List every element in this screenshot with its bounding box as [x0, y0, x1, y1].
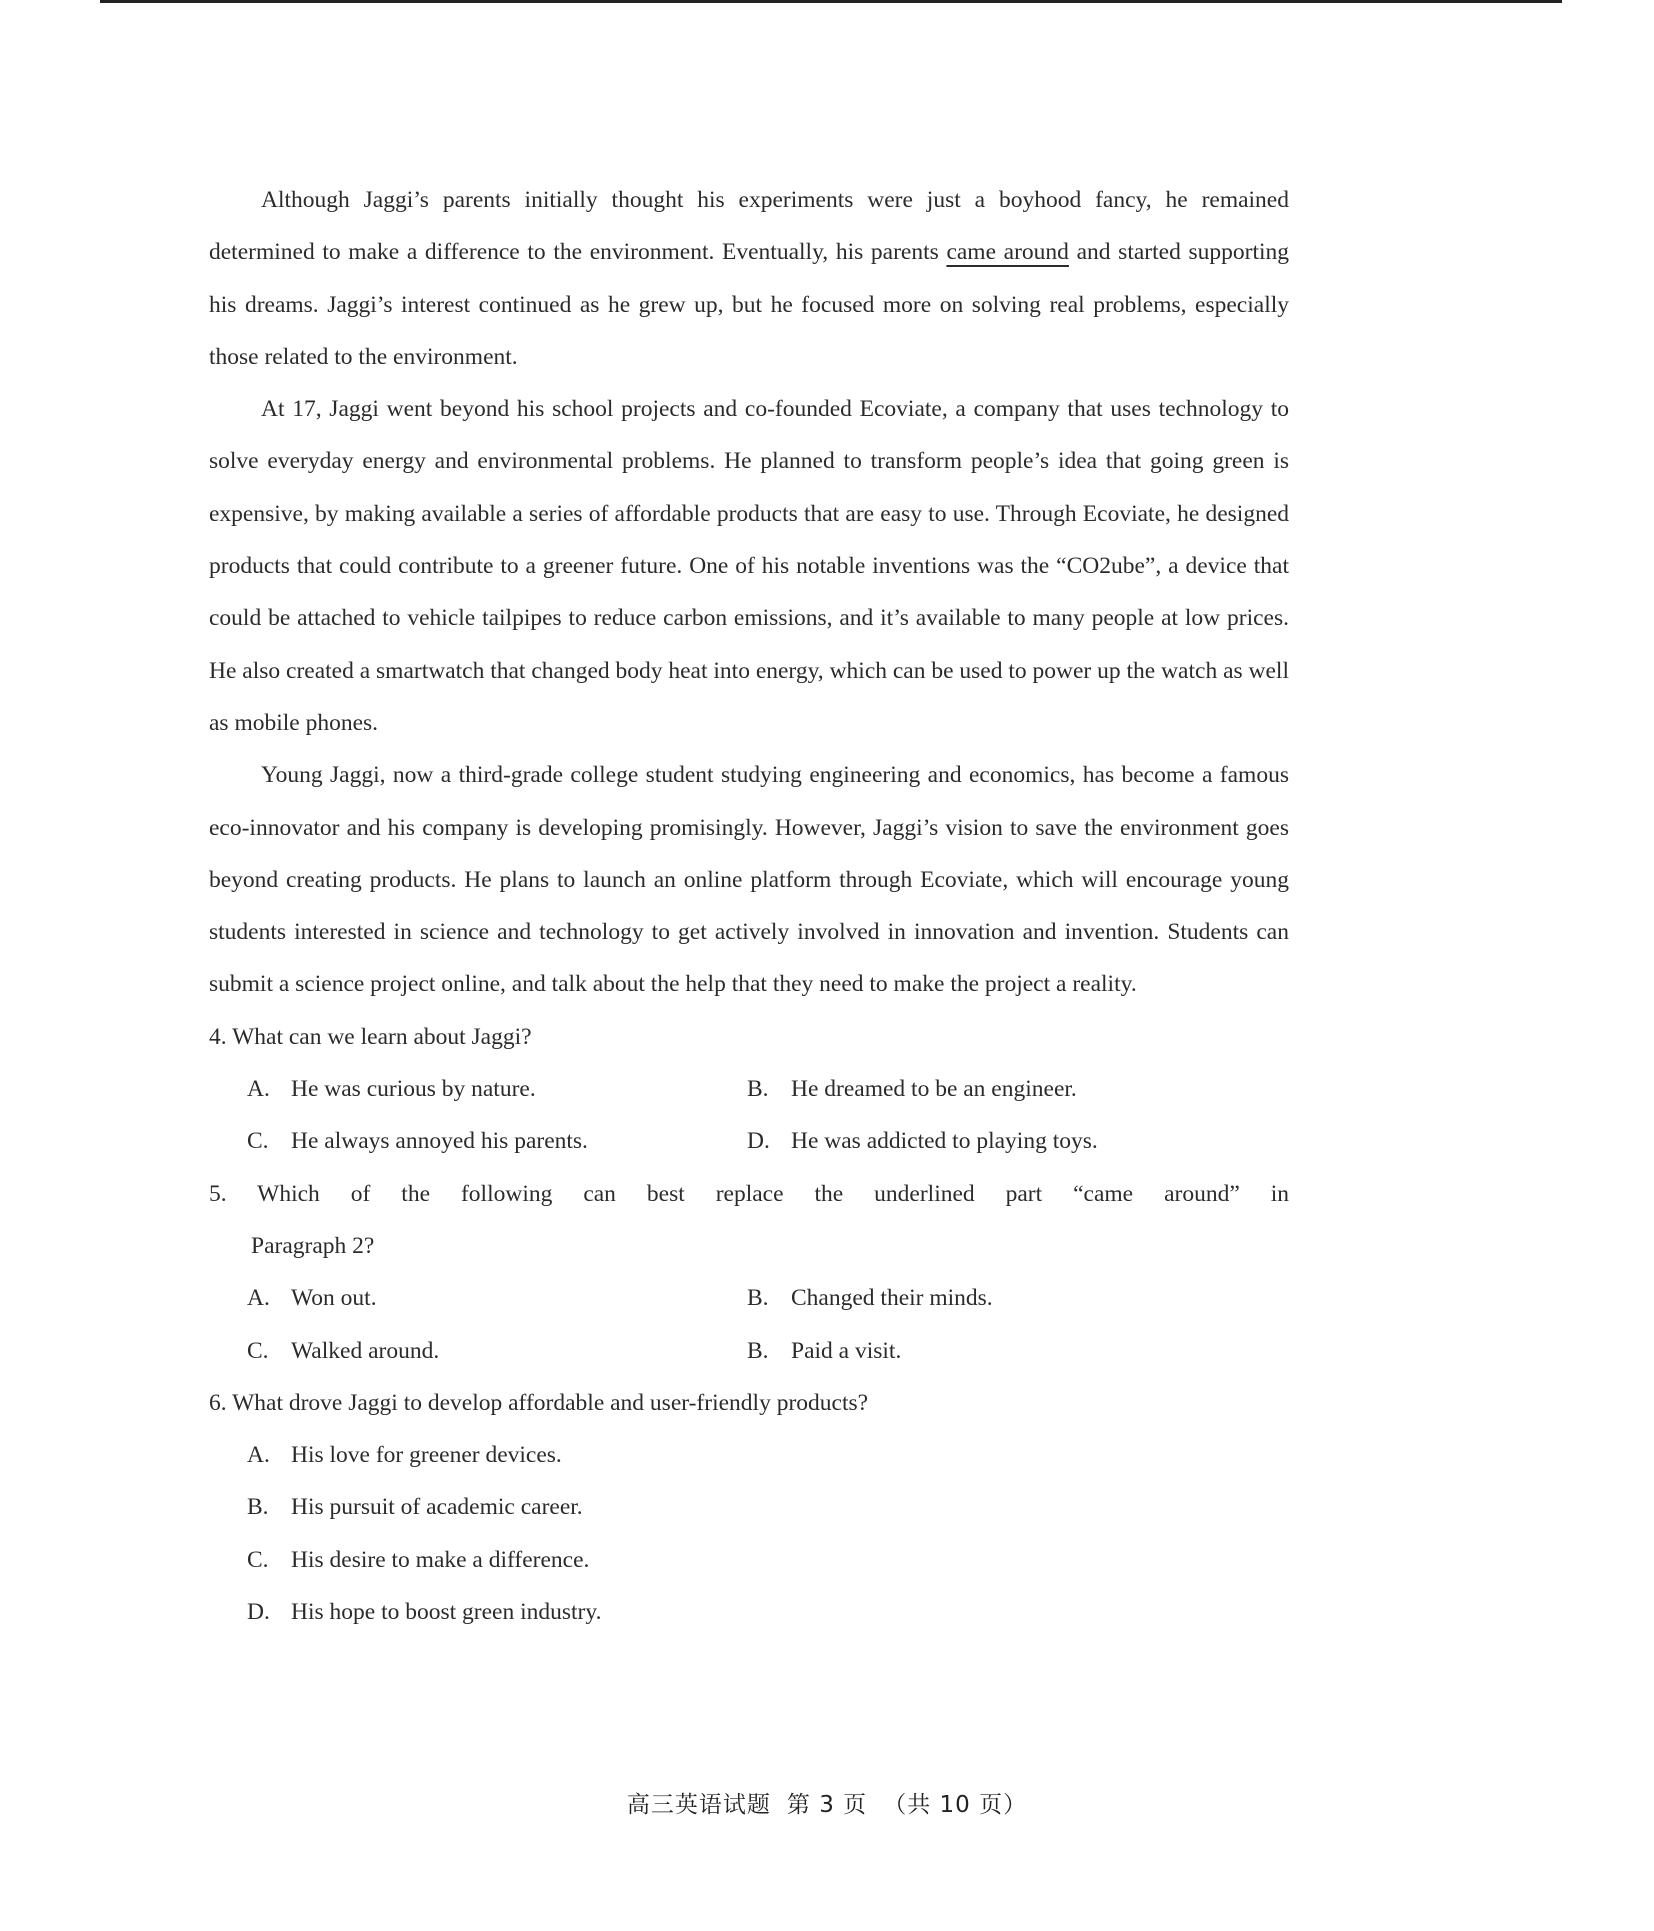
option-text: His pursuit of academic career.: [291, 1494, 583, 1521]
exam-content: [209, 174, 1289, 1638]
question-text: Which of the following can best replace the underlined part “came around” in: [257, 1180, 1290, 1207]
question-text-continued: Paragraph 2?: [251, 1232, 375, 1259]
option-text: Won out.: [291, 1285, 377, 1312]
paragraph-1-text-start: Although Jaggi’s parents initially thought his experiments were just a boyhood fancy, he remained determined to make a difference to the environment. Eventually, his parents: [209, 187, 1289, 266]
option-letter: D.: [747, 1128, 770, 1155]
option: [209, 1481, 1289, 1533]
question-text: What drove Jaggi to develop affordable and user-friendly products?: [232, 1389, 869, 1416]
option: [747, 1115, 1098, 1167]
option: [209, 1586, 1289, 1638]
option-letter: B.: [747, 1337, 769, 1364]
option: [247, 1272, 747, 1324]
option-letter: D.: [247, 1599, 270, 1626]
option-text: Paid a visit.: [791, 1337, 902, 1364]
top-rule: [100, 0, 1562, 3]
option-text: He was curious by nature.: [291, 1076, 536, 1103]
option-text: He always annoyed his parents.: [291, 1128, 588, 1155]
passage-paragraph-3: Young Jaggi, now a third-grade college student studying engineering and economics, has become a famous eco-innovator and his company is developing promisingly. However, Jaggi’s vision to save the environment goes beyond creating products. He plans to launch an online platform through Ecoviate, which will encourage young students interested in science and technology to get actively involved in innovation and invention. Students can submit a science project online, and talk about the help that they need to make the project a reality.: [209, 762, 1289, 998]
options-row: [209, 1115, 1289, 1167]
option-text: Walked around.: [291, 1337, 440, 1364]
option: [209, 1429, 1289, 1481]
option-letter: A.: [247, 1442, 270, 1469]
page-number: 第 3 页: [786, 1792, 868, 1818]
option-letter: A.: [247, 1076, 270, 1103]
page-footer: [0, 1786, 1654, 1819]
exam-title: 高三英语试题: [626, 1792, 771, 1818]
options-row: [209, 1272, 1289, 1324]
question-4: [209, 1011, 1289, 1063]
option-letter: B.: [747, 1076, 769, 1103]
option: [747, 1325, 901, 1377]
paragraph-1-text-end: and started supporting his dreams. Jaggi’s interest continued as he grew up, but he focused more on solving real problems, especially those related to the environment.: [209, 239, 1290, 370]
option: [247, 1325, 747, 1377]
question-number: 5.: [209, 1180, 227, 1207]
options-row: [209, 1063, 1289, 1115]
option-text: Changed their minds.: [791, 1285, 993, 1312]
option: [209, 1534, 1289, 1586]
options-row: [209, 1325, 1289, 1377]
option-letter: C.: [247, 1128, 269, 1155]
passage-paragraph-1: [209, 174, 1289, 383]
option-letter: B.: [247, 1494, 269, 1521]
option: [747, 1063, 1077, 1115]
option: [247, 1063, 747, 1115]
option: [747, 1272, 993, 1324]
question-number: 4.: [209, 1023, 227, 1050]
option-text: His love for greener devices.: [291, 1442, 562, 1469]
option-text: He was addicted to playing toys.: [791, 1128, 1098, 1155]
question-text: What can we learn about Jaggi?: [232, 1023, 532, 1050]
option-letter: C.: [247, 1546, 269, 1573]
option: [247, 1115, 747, 1167]
option-text: His hope to boost green industry.: [291, 1599, 602, 1626]
question-number: 6.: [209, 1389, 227, 1416]
underlined-phrase: came around: [946, 239, 1069, 266]
question-6: [209, 1377, 1289, 1429]
option-letter: B.: [747, 1285, 769, 1312]
option-letter: A.: [247, 1285, 270, 1312]
question-5: [209, 1168, 1289, 1220]
option-text: He dreamed to be an engineer.: [791, 1076, 1077, 1103]
option-letter: C.: [247, 1337, 269, 1364]
page-total: （共 10 页）: [883, 1792, 1028, 1818]
passage-paragraph-2: At 17, Jaggi went beyond his school projects and co-founded Ecoviate, a company that uses technology to solve everyday energy and environmental problems. He planned to transform people’s idea that going green is expensive, by making available a series of affordable products that are easy to use. Through Ecoviate, he designed products that could contribute to a greener future. One of his notable inventions was the “CO2ube”, a device that could be attached to vehicle tailpipes to reduce carbon emissions, and it’s available to many people at low prices. He also created a smartwatch that changed body heat into energy, which can be used to power up the watch as well as mobile phones.: [209, 396, 1289, 736]
option-text: His desire to make a difference.: [291, 1546, 590, 1573]
